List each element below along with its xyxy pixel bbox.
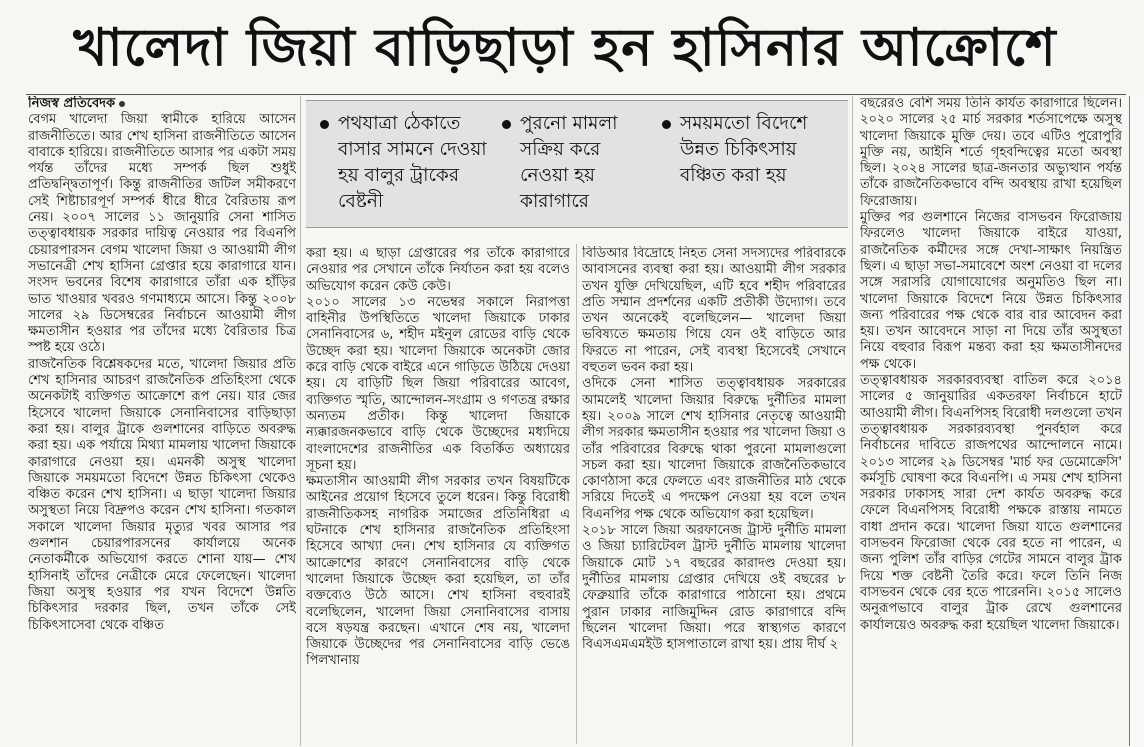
paragraph: ক্ষমতাসীন আওয়ামী লীগ সরকার তখন বিষয়টিকে আইনের প্রয়োগ হিসেবে তুলে ধরেন। কিন্তু বিরোধী রাজনীতিকসহ নাগরিক সমাজের প্রতিনিধিরা এ ঘটনাকে শেখ হাসিনার রাজনৈতিক প্রতিহিংসা হিসেবে আখ্যা দেন। শেখ হাসিনার যে ব্যক্তিগত আক্রোশের কারণে সেনানিবাসের বাড়ি থেকে খালেদা জিয়াকে উচ্ছেদ করা হয়েছিল, তা তাঁর বক্তব্যেও উঠে আসে। শেখ হাসিনা বহুবারই বলেছিলেন, খালেদা জিয়া সেনানিবাসের বাসায় বসে ষড়যন্ত্র করছেন। এখানে শেষ নয়, খালেদা জিয়াকে উচ্ছেদের পর সেনানিবাসের বাড়ি ভেঙে পিলখানায় xyxy=(306,474,570,669)
byline-dot-icon xyxy=(119,101,125,107)
highlight-item xyxy=(320,111,490,215)
paragraph: করা হয়। এ ছাড়া গ্রেপ্তারের পর তাঁকে কারাগারে নেওয়ার পর সেখানে তাঁকে নির্যাতন করা হয় বলেও অভিযোগ করেন কেউ কেউ। xyxy=(306,246,570,294)
column-divider xyxy=(576,244,577,744)
bullet-icon xyxy=(320,120,329,129)
column-divider xyxy=(300,96,301,746)
paragraph: বেগম খালেদা জিয়া স্বামীকে হারিয়ে আসেন রাজনীতিতে। আর শেখ হাসিনা রাজনীতিতে আসেন বাবাকে হারিয়ে। রাজনীতিতে আসার পর একটা সময় পর্যন্ত তাঁদের মধ্যে সম্পর্ক ছিল শুধুই প্রতিদ্বন্দ্বিতাপূর্ণ। কিন্তু রাজনীতির জটিল সমীকরণে সেই শিষ্টাচারপূর্ণ সম্পর্ক ধীরে ধীরে বৈরিতায় রূপ নেয়। ২০০৭ সালের ১১ জানুয়ারি সেনা শাসিত তত্ত্বাবধায়ক সরকার দায়িত্ব নেওয়ার পর বিএনপি চেয়ারপারসন বেগম খালেদা জিয়া ও আওয়ামী লীগ সভানেত্রী শেখ হাসিনা গ্রেপ্তার হয়ে কারাগারে যান। সংসদ ভবনের বিশেষ কারাগারে তাঁরা এক হাঁড়ির ভাত খাওয়ার খবরও গণমাধ্যমে আসে। কিন্তু ২০০৮ সালের ২৯ ডিসেম্বরের নির্বাচনে আওয়ামী লীগ ক্ষমতাসীন হওয়ার পর তাঁদের মধ্যে বৈরিতার চিত্র স্পষ্ট হয়ে ওঠে। xyxy=(28,112,296,356)
article-column-2 xyxy=(306,246,570,746)
byline-line xyxy=(28,96,296,112)
highlight-text: পথযাত্রা ঠেকাতে বাসার সামনে দেওয়া হয় বালুর ট্রাকের বেষ্টনী xyxy=(338,113,487,212)
article-column-1 xyxy=(28,96,296,746)
adjacent-page-edge xyxy=(1129,96,1144,746)
highlight-item xyxy=(502,111,652,215)
paragraph: ২০১০ সালের ১৩ নভেম্বর সকালে নিরাপত্তা বাহিনীর উপস্থিতিতে খালেদা জিয়াকে ঢাকার সেনানিবাসের ৬, শহীদ মইনুল রোডের বাড়ি থেকে উচ্ছেদ করা হয়। খালেদা জিয়াকে অনেকটা জোর করে বাড়ি থেকে বাইরে এনে গাড়িতে উঠিয়ে দেওয়া হয়। যে বাড়িটি ছিল জিয়া পরিবারের আবেগ, ব্যক্তিগত স্মৃতি, আন্দোলন-সংগ্রাম ও গণতন্ত্র রক্ষার অন্যতম প্রতীক। কিন্তু খালেদা জিয়াকে ন্যক্কারজনকভাবে বাড়ি থেকে উচ্ছেদের মধ্যদিয়ে বাংলাদেশের রাজনীতির এক বিতর্কিত অধ্যায়ের সূচনা হয়। xyxy=(306,294,570,473)
top-rule xyxy=(26,94,1126,95)
bullet-icon xyxy=(662,120,671,129)
paragraph: বছরেরও বেশি সময় তিনি কার্যত কারাগারে ছিলেন। ২০২০ সালের ২৫ মার্চ সরকার শর্তসাপেক্ষে অসুস্থ খালেদা জিয়াকে মুক্তি দেয়। তবে এটিও পুরোপুরি মুক্তি নয়, আইনি শর্তে গৃহবন্দিত্বের মতো অবস্থা ছিল। ২০২৪ সালের ছাত্র-জনতার অভ্যুত্থান পর্যন্ত তাঁকে রাজনৈতিকভাবে বন্দি অবস্থায় রাখা হয়েছিল ফিরোজায়। xyxy=(860,96,1122,209)
highlight-item xyxy=(662,111,842,189)
paragraph: ওদিকে সেনা শাসিত তত্ত্বাবধায়ক সরকারের আমলেই খালেদা জিয়ার বিরুদ্ধে দুর্নীতির মামলা হয়। ২০০৯ সালে শেখ হাসিনার নেতৃত্বে আওয়ামী লীগ সরকার ক্ষমতাসীন হওয়ার পর খালেদা জিয়া ও তাঁর পরিবারের বিরুদ্ধে থাকা পুরনো মামলাগুলো সচল করা হয়। খালেদা জিয়াকে রাজনৈতিকভাবে কোণঠাসা করে ফেলতে এবং রাজনীতির মাঠ থেকে সরিয়ে দিতেই এ পদক্ষেপ নেওয়া হয় বলে তখন বিএনপির পক্ষ থেকে অভিযোগ করা হয়েছিল। xyxy=(582,376,846,522)
headline: খালেদা জিয়া বাড়িছাড়া হন হাসিনার আক্রোশে xyxy=(73,17,1057,78)
paragraph: ২০১৮ সালে জিয়া অরফানেজ ট্রাস্ট দুর্নীতি মামলা ও জিয়া চ্যারিটেবল ট্রাস্ট দুর্নীতি মামলায় খালেদা জিয়াকে মোট ১৭ বছরের কারাদণ্ড দেওয়া হয়। দুর্নীতির মামলায় গ্রেপ্তার দেখিয়ে ওই বছরের ৮ ফেব্রুয়ারি তাঁকে কারাগারে পাঠানো হয়। প্রথমে পুরান ঢাকার নাজিমুদ্দিন রোড কারাগারে বন্দি ছিলেন খালেদা জিয়া। পরে স্বাস্থ্যগত কারণে বিএসএমএমইউ হাসপাতালে রাখা হয়। প্রায় দীর্ঘ ২ xyxy=(582,523,846,653)
paragraph: মুক্তির পর গুলশানে নিজের বাসভবন ফিরোজায় ফিরলেও খালেদা জিয়াকে বাইরে যাওয়া, রাজনৈতিক কর্মীদের সঙ্গে দেখা-সাক্ষাৎ নিয়ন্ত্রিত ছিল। এ ছাড়া সভা-সমাবেশে অংশ নেওয়া বা দলের সঙ্গে সরাসরি যোগাযোগের অনুমতিও ছিল না। খালেদা জিয়াকে বিদেশে নিয়ে উন্নত চিকিৎসার জন্য পরিবারের পক্ষ থেকে বার বার আবেদন করা হয়। তখন আবেদনে সাড়া না দিয়ে তাঁর অসুস্থতা নিয়ে বহুবার বিরূপ মন্তব্য করা হয় ক্ষমতাসীনদের পক্ষ থেকে। xyxy=(860,210,1122,372)
paragraph: তত্ত্বাবধায়ক সরকারব্যবস্থা বাতিল করে ২০১৪ সালের ৫ জানুয়ারির একতরফা নির্বাচনে হাটে আওয়ামী লীগ। বিএনপিসহ বিরোধী দলগুলো তখন তত্ত্বাবধায়ক সরকারব্যবস্থা পুনর্বহাল করে নির্বাচনের দাবিতে রাজপথের আন্দোলনে নামে। ২০১৩ সালের ২৯ ডিসেম্বর 'মার্চ ফর ডেমোক্রেসি' কর্মসূচি ঘোষণা করে বিএনপি। এ সময় শেখ হাসিনা সরকার ঢাকাসহ সারা দেশ কার্যত অবরুদ্ধ করে ফেলে বিএনপিসহ বিরোধী পক্ষকে রাস্তায় নামতে বাধা প্রদান করে। খালেদা জিয়া যাতে গুলশানের বাসভবন ফিরোজা থেকে বের হতে না পারেন, এ জন্য পুলিশ তাঁর বাড়ির গেটের সামনে বালুর ট্রাক দিয়ে শক্ত বেষ্টনী তৈরি করে। ফলে তিনি নিজ বাসভবন থেকে বের হতে পারেননি। ২০১৫ সালেও অনুরূপভাবে বালুর ট্রাক রেখে গুলশানের কার্যালয়েও অবরুদ্ধ করা হয়েছিল খালেদা জিয়াকে। xyxy=(860,373,1122,633)
byline: নিজস্ব প্রতিবেদক xyxy=(28,96,116,111)
highlight-text: পুরনো মামলা সক্রিয় করে নেওয়া হয় কারাগারে xyxy=(520,113,618,212)
highlights-box xyxy=(306,100,848,228)
highlight-text: সময়মতো বিদেশে উন্নত চিকিৎসায় বঞ্চিত করা হয় xyxy=(680,113,808,186)
bullet-icon xyxy=(502,120,511,129)
article-column-3 xyxy=(582,246,846,746)
column-divider xyxy=(852,96,853,746)
paragraph: বিডিআর বিদ্রোহে নিহত সেনা সদস্যদের পরিবারকে আবাসনের ব্যবস্থা করা হয়। আওয়ামী লীগ সরকার তখন যুক্তি দেখিয়েছিল, এটি হবে শহীদ পরিবারের প্রতি সম্মান প্রদর্শনের একটি প্রতীকী উদ্যোগ। তবে তখন অনেকেই বলেছিলেন— খালেদা জিয়া ভবিষ্যতে ক্ষমতায় গিয়ে যেন ওই বাড়িতে আর ফিরতে না পারেন, সেই ব্যবস্থা হিসেবেই সেখানে বহুতল ভবন করা হয়। xyxy=(582,246,846,376)
article-column-4 xyxy=(860,96,1122,746)
paragraph: রাজনৈতিক বিশ্লেষকদের মতে, খালেদা জিয়ার প্রতি শেখ হাসিনার আচরণ রাজনৈতিক প্রতিহিংসা থেকে অনেকটাই ব্যক্তিগত আক্রোশে রূপ নেয়। যার জের হিসেবে খালেদা জিয়াকে সেনানিবাসের বাড়িছাড়া করা হয়। বালুর ট্রাকে গুলশানের বাড়িতে অবরুদ্ধ করা হয়। এক পর্যায়ে মিথ্যা মামলায় খালেদা জিয়াকে কারাগারে নেওয়া হয়। এমনকী অসুস্থ খালেদা জিয়াকে সময়মতো বিদেশে উন্নত চিকিৎসা থেকেও বঞ্চিত করেন শেখ হাসিনা। এ ছাড়া খালেদা জিয়ার অসুস্থতা নিয়ে বিদ্রুপও করেন শেখ হাসিনা। গতকাল সকালে খালেদা জিয়ার মৃত্যুর খবর আসার পর গুলশান চেয়ারপারসনের কার্যালয়ে অনেক নেতাকর্মীকে অভিযোগ করতে শোনা যায়— শেখ হাসিনাই তাঁদের নেত্রীকে মেরে ফেলেছেন। খালেদা জিয়া অসুস্থ হওয়ার পর যখন বিদেশে উন্নতি চিকিৎসার দরকার ছিল, তখন তাঁকে সেই চিকিৎসাসেবা থেকে বঞ্চিত xyxy=(28,356,296,633)
